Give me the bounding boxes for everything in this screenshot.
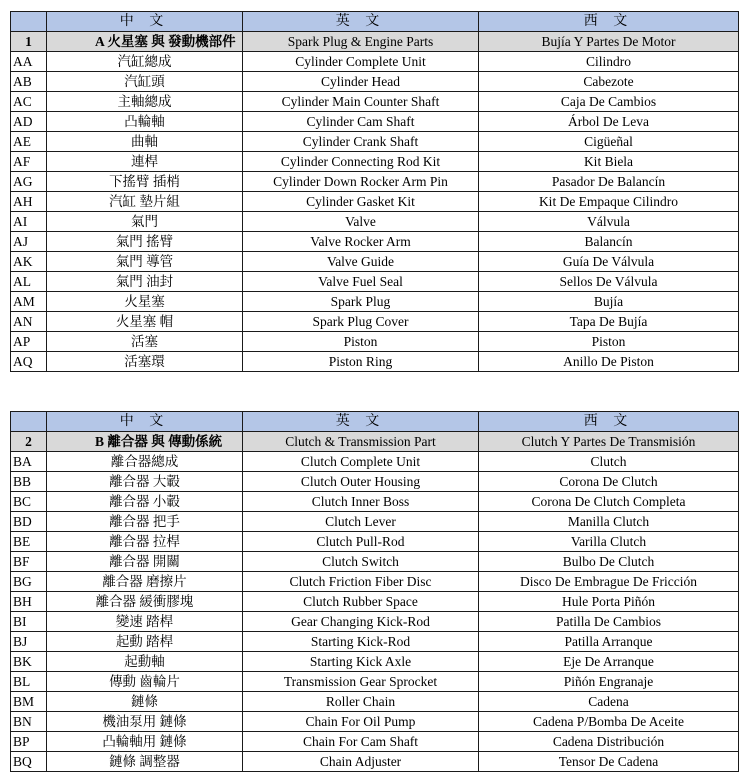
part-name-chinese: 氣門: [47, 212, 243, 232]
part-name-chinese: 汽缸 墊片組: [47, 192, 243, 212]
part-code: BD: [11, 512, 47, 532]
part-code: BI: [11, 612, 47, 632]
part-name-english: Cylinder Main Counter Shaft: [243, 92, 479, 112]
part-name-chinese: 離合器 開關: [47, 552, 243, 572]
header-english: 英 文: [243, 12, 479, 32]
part-name-spanish: Cadena: [479, 692, 739, 712]
table-row: [11, 732, 739, 752]
engine-parts-table: [10, 11, 739, 372]
part-name-spanish: Patilla De Cambios: [479, 612, 739, 632]
table-row: [11, 492, 739, 512]
part-code: BH: [11, 592, 47, 612]
part-code: AK: [11, 252, 47, 272]
part-name-english: Clutch Switch: [243, 552, 479, 572]
part-code: AM: [11, 292, 47, 312]
part-name-chinese: 主軸總成: [47, 92, 243, 112]
part-name-spanish: Cigüeñal: [479, 132, 739, 152]
part-name-chinese: 機油泵用 鏈條: [47, 712, 243, 732]
table-row: [11, 712, 739, 732]
part-name-chinese: 傳動 齒輪片: [47, 672, 243, 692]
part-name-spanish: Tensor De Cadena: [479, 752, 739, 772]
table-row: [11, 72, 739, 92]
header-spanish: 西 文: [479, 412, 739, 432]
part-code: BC: [11, 492, 47, 512]
part-code: AL: [11, 272, 47, 292]
part-code: AF: [11, 152, 47, 172]
table-row: [11, 292, 739, 312]
section-title-spanish: Clutch Y Partes De Transmisión: [479, 432, 739, 452]
part-name-spanish: Eje De Arranque: [479, 652, 739, 672]
part-code: AE: [11, 132, 47, 152]
section-row: [11, 432, 739, 452]
table-row: [11, 692, 739, 712]
part-code: BF: [11, 552, 47, 572]
part-name-chinese: 鏈條: [47, 692, 243, 712]
part-name-english: Starting Kick-Rod: [243, 632, 479, 652]
part-code: BB: [11, 472, 47, 492]
part-code: AH: [11, 192, 47, 212]
table-row: [11, 192, 739, 212]
table-row: [11, 312, 739, 332]
clutch-parts-table: [10, 411, 739, 772]
part-name-chinese: 活塞環: [47, 352, 243, 372]
part-name-english: Cylinder Complete Unit: [243, 52, 479, 72]
part-name-spanish: Árbol De Leva: [479, 112, 739, 132]
part-name-chinese: 離合器 磨擦片: [47, 572, 243, 592]
table-row: [11, 132, 739, 152]
part-name-english: Clutch Complete Unit: [243, 452, 479, 472]
table-row: [11, 632, 739, 652]
part-name-spanish: Balancín: [479, 232, 739, 252]
part-name-english: Chain For Oil Pump: [243, 712, 479, 732]
part-name-chinese: 凸輪軸用 鏈條: [47, 732, 243, 752]
header-english: 英 文: [243, 412, 479, 432]
part-name-chinese: 火星塞 帽: [47, 312, 243, 332]
part-name-english: Gear Changing Kick-Rod: [243, 612, 479, 632]
table-row: [11, 252, 739, 272]
part-name-english: Chain For Cam Shaft: [243, 732, 479, 752]
section-row: [11, 32, 739, 52]
part-name-english: Valve Rocker Arm: [243, 232, 479, 252]
part-name-chinese: 鏈條 調整器: [47, 752, 243, 772]
part-name-spanish: Pasador De Balancín: [479, 172, 739, 192]
section-title-english: Spark Plug & Engine Parts: [243, 32, 479, 52]
part-name-english: Cylinder Head: [243, 72, 479, 92]
part-name-chinese: 離合器 小轂: [47, 492, 243, 512]
part-code: BJ: [11, 632, 47, 652]
part-name-spanish: Cabezote: [479, 72, 739, 92]
table-row: [11, 752, 739, 772]
part-code: BA: [11, 452, 47, 472]
part-name-spanish: Bulbo De Clutch: [479, 552, 739, 572]
part-name-spanish: Anillo De Piston: [479, 352, 739, 372]
part-name-spanish: Caja De Cambios: [479, 92, 739, 112]
section-title-english: Clutch & Transmission Part: [243, 432, 479, 452]
table-row: [11, 572, 739, 592]
table-row: [11, 232, 739, 252]
part-name-chinese: 火星塞: [47, 292, 243, 312]
part-name-chinese: 下搖臂 插梢: [47, 172, 243, 192]
part-name-chinese: 離合器 大轂: [47, 472, 243, 492]
part-code: AJ: [11, 232, 47, 252]
part-name-english: Spark Plug Cover: [243, 312, 479, 332]
part-name-english: Valve Fuel Seal: [243, 272, 479, 292]
part-name-spanish: Manilla Clutch: [479, 512, 739, 532]
table-row: [11, 172, 739, 192]
part-name-chinese: 離合器 拉桿: [47, 532, 243, 552]
table-row: [11, 512, 739, 532]
part-name-chinese: 氣門 導管: [47, 252, 243, 272]
part-name-english: Clutch Friction Fiber Disc: [243, 572, 479, 592]
part-name-spanish: Bujía: [479, 292, 739, 312]
part-name-english: Clutch Lever: [243, 512, 479, 532]
part-name-chinese: 離合器 緩衝膠塊: [47, 592, 243, 612]
part-name-english: Roller Chain: [243, 692, 479, 712]
part-code: BL: [11, 672, 47, 692]
part-name-english: Cylinder Crank Shaft: [243, 132, 479, 152]
table-row: [11, 52, 739, 72]
part-name-spanish: Corona De Clutch Completa: [479, 492, 739, 512]
section-title-spanish: Bujía Y Partes De Motor: [479, 32, 739, 52]
part-name-chinese: 汽缸頭: [47, 72, 243, 92]
table-row: [11, 92, 739, 112]
part-name-chinese: 離合器 把手: [47, 512, 243, 532]
header-row: [11, 412, 739, 432]
part-name-english: Cylinder Gasket Kit: [243, 192, 479, 212]
part-code: AG: [11, 172, 47, 192]
table-row: [11, 332, 739, 352]
header-chinese: 中 文: [47, 12, 243, 32]
part-code: BK: [11, 652, 47, 672]
part-name-spanish: Hule Porta Piñón: [479, 592, 739, 612]
part-name-english: Chain Adjuster: [243, 752, 479, 772]
table-row: [11, 532, 739, 552]
part-name-english: Cylinder Down Rocker Arm Pin: [243, 172, 479, 192]
part-name-english: Clutch Pull-Rod: [243, 532, 479, 552]
part-name-spanish: Guía De Válvula: [479, 252, 739, 272]
header-code-cell: [11, 12, 47, 32]
part-code: BN: [11, 712, 47, 732]
part-name-spanish: Corona De Clutch: [479, 472, 739, 492]
part-name-spanish: Cilindro: [479, 52, 739, 72]
part-name-chinese: 離合器總成: [47, 452, 243, 472]
part-name-spanish: Disco De Embrague De Fricción: [479, 572, 739, 592]
table-row: [11, 352, 739, 372]
table-row: [11, 212, 739, 232]
part-name-spanish: Patilla Arranque: [479, 632, 739, 652]
part-name-spanish: Válvula: [479, 212, 739, 232]
part-code: AB: [11, 72, 47, 92]
table-row: [11, 452, 739, 472]
table-row: [11, 592, 739, 612]
part-name-spanish: Tapa De Bujía: [479, 312, 739, 332]
part-name-spanish: Cadena Distribución: [479, 732, 739, 752]
table-row: [11, 472, 739, 492]
part-name-chinese: 起動軸: [47, 652, 243, 672]
part-name-english: Clutch Outer Housing: [243, 472, 479, 492]
part-name-english: Clutch Rubber Space: [243, 592, 479, 612]
part-name-english: Cylinder Cam Shaft: [243, 112, 479, 132]
part-name-spanish: Piñón Engranaje: [479, 672, 739, 692]
part-name-english: Piston: [243, 332, 479, 352]
part-name-english: Valve Guide: [243, 252, 479, 272]
part-name-spanish: Kit De Empaque Cilindro: [479, 192, 739, 212]
part-name-chinese: 汽缸總成: [47, 52, 243, 72]
part-code: BE: [11, 532, 47, 552]
header-spanish: 西 文: [479, 12, 739, 32]
table-row: [11, 272, 739, 292]
table-row: [11, 112, 739, 132]
part-name-spanish: Cadena P/Bomba De Aceite: [479, 712, 739, 732]
part-code: AA: [11, 52, 47, 72]
part-name-chinese: 氣門 油封: [47, 272, 243, 292]
part-code: AN: [11, 312, 47, 332]
part-name-english: Valve: [243, 212, 479, 232]
part-name-chinese: 起動 踏桿: [47, 632, 243, 652]
header-code-cell: [11, 412, 47, 432]
table-row: [11, 652, 739, 672]
part-name-english: Transmission Gear Sprocket: [243, 672, 479, 692]
part-code: BP: [11, 732, 47, 752]
part-name-spanish: Clutch: [479, 452, 739, 472]
part-name-english: Clutch Inner Boss: [243, 492, 479, 512]
part-code: BM: [11, 692, 47, 712]
part-code: BQ: [11, 752, 47, 772]
header-row: [11, 12, 739, 32]
section-number: 2: [11, 432, 47, 452]
part-name-english: Cylinder Connecting Rod Kit: [243, 152, 479, 172]
table-row: [11, 672, 739, 692]
part-name-chinese: 變速 踏桿: [47, 612, 243, 632]
table-row: [11, 612, 739, 632]
part-name-chinese: 凸輪軸: [47, 112, 243, 132]
section-title-chinese: A 火星塞 與 發動機部件: [47, 32, 243, 52]
part-name-spanish: Piston: [479, 332, 739, 352]
part-name-chinese: 曲軸: [47, 132, 243, 152]
part-code: AD: [11, 112, 47, 132]
part-code: AQ: [11, 352, 47, 372]
part-name-spanish: Sellos De Válvula: [479, 272, 739, 292]
part-code: BG: [11, 572, 47, 592]
table-row: [11, 552, 739, 572]
table-row: [11, 152, 739, 172]
part-name-english: Starting Kick Axle: [243, 652, 479, 672]
part-name-chinese: 連桿: [47, 152, 243, 172]
section-number: 1: [11, 32, 47, 52]
part-name-english: Piston Ring: [243, 352, 479, 372]
part-code: AI: [11, 212, 47, 232]
part-name-chinese: 活塞: [47, 332, 243, 352]
part-code: AP: [11, 332, 47, 352]
part-code: AC: [11, 92, 47, 112]
part-name-chinese: 氣門 搖臂: [47, 232, 243, 252]
section-title-chinese: B 離合器 與 傳動係統: [47, 432, 243, 452]
part-name-spanish: Varilla Clutch: [479, 532, 739, 552]
part-name-spanish: Kit Biela: [479, 152, 739, 172]
header-chinese: 中 文: [47, 412, 243, 432]
part-name-english: Spark Plug: [243, 292, 479, 312]
